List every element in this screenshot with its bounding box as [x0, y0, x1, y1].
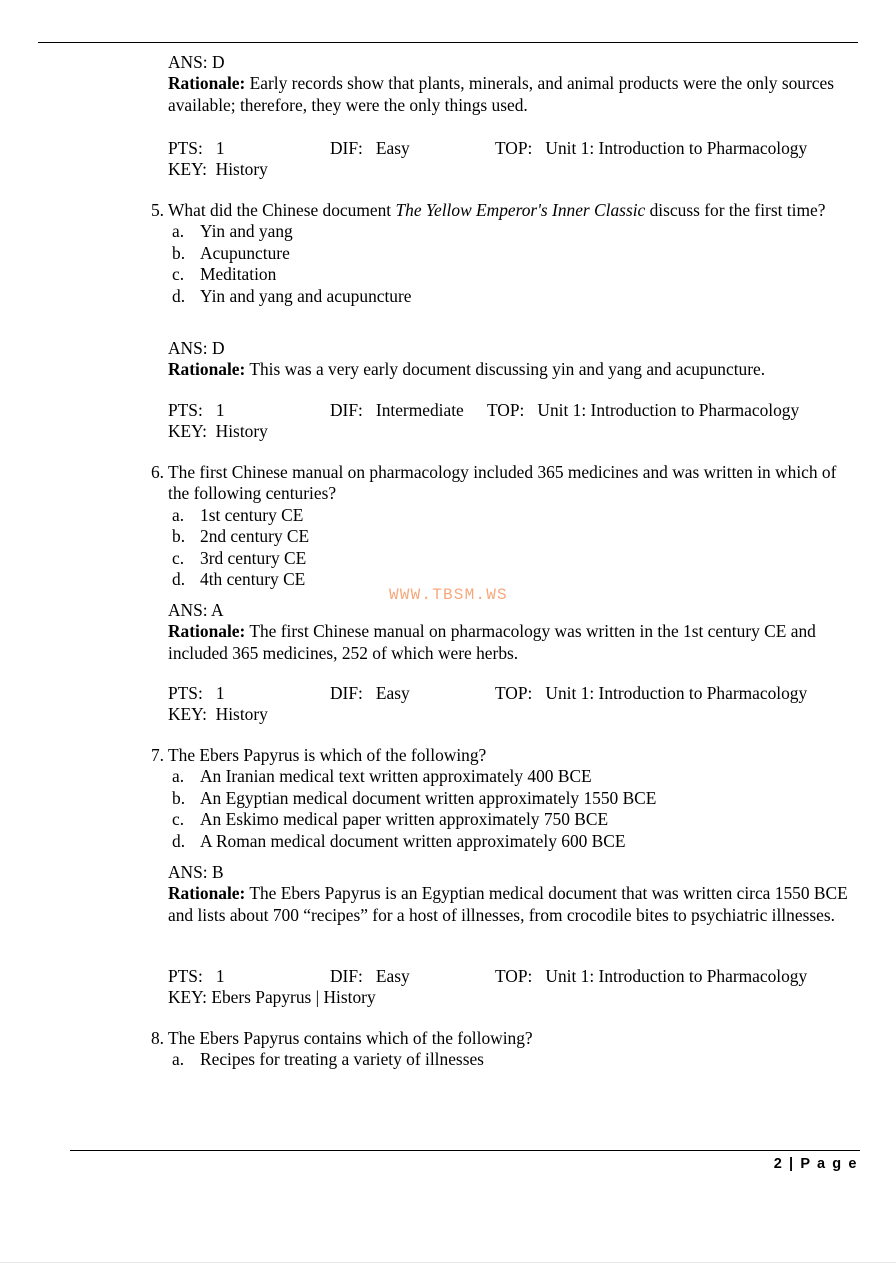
rationale-line — [168, 621, 858, 664]
option-b[interactable] — [168, 526, 856, 547]
meta-row — [168, 966, 858, 987]
rationale-label: Rationale: — [168, 883, 246, 904]
answer-value: D — [211, 52, 225, 72]
option-letter: b. — [172, 787, 186, 808]
answer-label: ANS: — [168, 862, 208, 882]
stem-part-1: The Ebers Papyrus contains which of the following? — [168, 1028, 533, 1048]
option-text: A Roman medical document written approximately 600 BCE — [200, 830, 626, 851]
question-5-answer-block — [168, 338, 858, 381]
pts-value: PTS: 1 — [168, 966, 225, 986]
option-text: 3rd century CE — [200, 547, 307, 568]
footer-rule — [70, 1150, 860, 1151]
option-text: Yin and yang — [200, 221, 293, 242]
option-list — [168, 221, 856, 307]
question-stem — [168, 200, 856, 221]
question-item-8 — [140, 1028, 856, 1071]
rationale-text: This was a very early document discussing yin and yang and acupuncture. — [245, 359, 766, 380]
rationale-text: The first Chinese manual on pharmacology was written in the 1st century CE and included 365 medicines, 252 of which were herbs. — [168, 621, 821, 663]
option-list — [168, 766, 856, 852]
option-list — [168, 505, 856, 591]
dif-value: DIF: Intermediate — [330, 400, 464, 420]
question-stem — [168, 1028, 856, 1049]
stem-part-1: The first Chinese manual on pharmacology included 365 medicines and was written in which of the following centuries? — [168, 462, 837, 504]
option-letter: c. — [172, 809, 185, 830]
question-7-meta-block — [168, 966, 858, 1009]
option-text: An Eskimo medical paper written approximately 750 BCE — [200, 809, 609, 830]
page-bottom-edge — [0, 1262, 896, 1263]
key-value: KEY: History — [168, 159, 268, 180]
question-number: 5. — [150, 200, 164, 220]
pts-value: PTS: 1 — [168, 400, 225, 420]
stem-part-2: discuss for the first time? — [645, 200, 826, 220]
option-letter: d. — [172, 285, 186, 306]
question-6-meta-block — [168, 683, 858, 726]
question-item-6 — [140, 462, 856, 590]
option-text: 2nd century CE — [200, 526, 310, 547]
question-5-meta-block — [168, 400, 858, 443]
option-b[interactable] — [168, 243, 856, 264]
question-6-answer-block — [168, 600, 858, 664]
meta-row — [168, 683, 858, 704]
answer-line — [168, 862, 858, 883]
option-text: An Iranian medical text written approximately 400 BCE — [200, 766, 592, 787]
option-letter: a. — [172, 504, 185, 525]
option-text: Recipes for treating a variety of illnesses — [200, 1049, 484, 1070]
option-c[interactable] — [168, 264, 856, 285]
answer-line — [168, 338, 858, 359]
answer-line — [168, 52, 858, 73]
option-text: 1st century CE — [200, 504, 304, 525]
stem-part-1: The Ebers Papyrus is which of the following? — [168, 745, 487, 765]
option-b[interactable] — [168, 788, 856, 809]
site-watermark: WWW.TBSM.WS — [389, 586, 508, 604]
answer-line — [168, 600, 858, 621]
option-letter: d. — [172, 830, 186, 851]
top-value: TOP: Unit 1: Introduction to Pharmacology — [487, 400, 800, 420]
option-d[interactable] — [168, 569, 856, 590]
meta-row — [168, 138, 858, 159]
rationale-line — [168, 883, 858, 926]
option-letter: c. — [172, 547, 185, 568]
stem-italic-title: The Yellow Emperor's Inner Classic — [395, 200, 646, 220]
option-text: Meditation — [200, 264, 277, 285]
answer-value: D — [211, 338, 225, 358]
key-value: KEY: History — [168, 421, 268, 442]
answer-label: ANS: — [168, 338, 208, 358]
pts-value: PTS: 1 — [168, 683, 225, 703]
dif-value: DIF: Easy — [330, 138, 410, 158]
page-number-footer: 2 | P a g e — [773, 1156, 858, 1172]
key-value: KEY: History — [168, 704, 268, 725]
question-stem — [168, 745, 856, 766]
option-a[interactable] — [168, 221, 856, 242]
question-number: 6. — [150, 462, 164, 482]
meta-row — [168, 400, 858, 421]
question-7-answer-block — [168, 862, 858, 926]
option-list — [168, 1049, 856, 1070]
header-rule — [38, 42, 858, 43]
answer-value: A — [211, 600, 224, 620]
option-a[interactable] — [168, 1049, 856, 1070]
option-letter: a. — [172, 766, 185, 787]
option-letter: a. — [172, 1049, 185, 1070]
rationale-line — [168, 73, 858, 116]
question-4-answer-block — [168, 52, 858, 116]
question-4-meta-block — [168, 138, 858, 181]
option-letter: c. — [172, 264, 185, 285]
stem-part-1: What did the Chinese document — [168, 200, 396, 220]
rationale-label: Rationale: — [168, 359, 246, 380]
pts-value: PTS: 1 — [168, 138, 225, 158]
option-text: Yin and yang and acupuncture — [200, 285, 412, 306]
top-value: TOP: Unit 1: Introduction to Pharmacology — [495, 138, 808, 158]
option-text: An Egyptian medical document written approximately 1550 BCE — [200, 787, 657, 808]
option-a[interactable] — [168, 766, 856, 787]
option-text: Acupuncture — [200, 242, 290, 263]
rationale-line — [168, 359, 858, 380]
option-c[interactable] — [168, 548, 856, 569]
answer-value: B — [211, 862, 224, 882]
option-text: 4th century CE — [200, 569, 306, 590]
option-c[interactable] — [168, 809, 856, 830]
dif-value: DIF: Easy — [330, 683, 410, 703]
key-value: KEY: Ebers Papyrus | History — [168, 987, 376, 1008]
option-letter: b. — [172, 242, 186, 263]
option-d[interactable] — [168, 286, 856, 307]
question-number: 7. — [150, 745, 164, 765]
question-stem — [168, 462, 856, 505]
option-letter: d. — [172, 569, 186, 590]
top-value: TOP: Unit 1: Introduction to Pharmacology — [495, 683, 808, 703]
top-value: TOP: Unit 1: Introduction to Pharmacology — [495, 966, 808, 986]
rationale-text: Early records show that plants, minerals, and animal products were the only sources available; therefore, they were the only things used. — [168, 73, 839, 115]
rationale-label: Rationale: — [168, 621, 246, 642]
rationale-label: Rationale: — [168, 73, 246, 94]
option-a[interactable] — [168, 505, 856, 526]
option-d[interactable] — [168, 831, 856, 852]
rationale-text: The Ebers Papyrus is an Egyptian medical document that was written circa 1550 BCE and lists about 700 “recipes” for a host of illnesses, from crocodile bites to psychiatric illnesses. — [168, 883, 853, 925]
option-letter: b. — [172, 526, 186, 547]
question-item-7 — [140, 745, 856, 852]
option-letter: a. — [172, 221, 185, 242]
question-item-5 — [140, 200, 856, 307]
dif-value: DIF: Easy — [330, 966, 410, 986]
answer-label: ANS: — [168, 600, 208, 620]
answer-label: ANS: — [168, 52, 208, 72]
question-number: 8. — [150, 1028, 164, 1048]
